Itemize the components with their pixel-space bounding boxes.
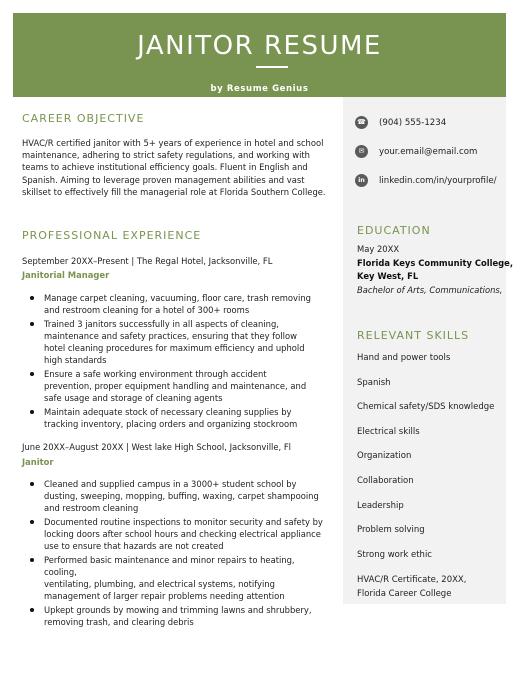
bullet-line: high standards: [44, 355, 107, 365]
objective-line: HVAC/R certified janitor with 5+ years of experience in hotel and school: [22, 138, 324, 148]
skill-item: HVAC/R Certificate, 20XX,: [357, 575, 467, 585]
skill-item: Strong work ethic: [357, 550, 432, 560]
skills-heading: RELEVANT SKILLS: [357, 329, 470, 342]
job-role: Janitor: [22, 457, 54, 467]
objective-line: maintenance, adhering to strict safety regulations, and working with: [22, 150, 310, 161]
job-role: Janitorial Manager: [22, 270, 110, 280]
objective-line: teams to achieve institutional efficiency goals. Fluent in English and: [22, 162, 308, 173]
bullet-line: management of larger repair problems needing attention: [44, 591, 285, 601]
education-block: [357, 243, 513, 297]
bullet-line: Documented routine inspections to monitor security and safety by: [44, 517, 323, 527]
bullet-line: removing trash, and clearing debris: [44, 617, 194, 627]
skill-item: Electrical skills: [357, 427, 420, 437]
contact-linkedin[interactable]: [355, 174, 497, 187]
list-item: [30, 292, 330, 316]
bullet-line: Upkept grounds by mowing and trimming lawns and shrubbery,: [44, 605, 312, 615]
bullet-line: Maintain adequate stock of necessary cleaning supplies by: [44, 407, 292, 417]
skill-item: Chemical safety/SDS knowledge: [357, 402, 495, 412]
school-location: Key West, FL: [357, 271, 419, 281]
school-name: Florida Keys Community College,: [357, 257, 513, 268]
list-item: [30, 554, 330, 602]
list-item: [30, 318, 330, 366]
email-link[interactable]: your.email@email.com: [379, 146, 478, 157]
bullet-line: tracking inventory, placing orders and organizing stockroom: [44, 419, 298, 429]
list-item: [30, 604, 330, 628]
objective-line: Spanish. Aiming to leverage proven management abilities and vast: [22, 174, 305, 185]
skill-item: Organization: [357, 451, 412, 461]
resume-title: JANITOR RESUME: [137, 31, 382, 61]
phone-text: (904) 555-1234: [379, 117, 447, 128]
bullet-line: Trained 3 janitors successfully in all aspects of cleaning,: [44, 319, 279, 329]
bullet-line: safe usage and storage of cleaning agents: [44, 393, 223, 403]
bullet-line: and restroom cleaning for a hotel of 300+ rooms: [44, 305, 250, 315]
bullet-line: use to ensure that hazards are not created: [44, 541, 224, 551]
skill-item: Spanish: [357, 378, 391, 388]
byline: by Resume Genius: [210, 84, 309, 94]
linkedin-link[interactable]: linkedin.com/in/yourprofile/: [379, 175, 497, 186]
title-divider: [256, 66, 288, 68]
phone-icon: ☎: [355, 116, 368, 129]
contact-email[interactable]: [355, 145, 477, 158]
bullet-line: prevention, proper equipment handling and maintenance, and: [44, 381, 307, 391]
skill-item: Florida Career College: [357, 589, 452, 599]
bullet-line: Performed basic maintenance and minor repairs to heating, cooling,: [44, 555, 295, 577]
job-dates-place: September 20XX–Present | The Regal Hotel, Jacksonville, FL: [22, 256, 273, 266]
bullet-line: locking doors after school hours and checking electrical appliance: [44, 529, 321, 539]
education-date: May 20XX: [357, 244, 400, 254]
education-heading: EDUCATION: [357, 224, 431, 237]
bullet-line: Cleaned and supplied campus in a 3000+ student school by: [44, 479, 297, 489]
skill-item: Problem solving: [357, 525, 425, 535]
linkedin-icon: in: [355, 174, 368, 187]
resume-header: [13, 13, 506, 97]
objective-line: skillset to effectively fill the managerial role at Florida Southern College.: [22, 186, 326, 197]
list-item: [30, 516, 330, 552]
bullet-line: dusting, sweeping, mopping, buffing, waxing, carpet shampooing: [44, 491, 319, 501]
career-objective-heading: CAREER OBJECTIVE: [22, 112, 145, 125]
job-dates-place: June 20XX–August 20XX | West lake High School, Jacksonville, Fl: [22, 442, 291, 452]
skill-item: Hand and power tools: [357, 353, 451, 363]
skill-item: Collaboration: [357, 476, 414, 486]
skill-item: Leadership: [357, 501, 404, 511]
job-bullets: [30, 478, 330, 628]
career-objective-text: [22, 137, 337, 198]
bullet-line: maintenance and safety practices, ensuring that they follow: [44, 331, 297, 341]
list-item: [30, 368, 330, 404]
email-icon: ✉: [355, 145, 368, 158]
bullet-line: Manage carpet cleaning, vacuuming, floor care, trash removing: [44, 293, 311, 303]
bullet-line: and restroom cleaning: [44, 503, 139, 513]
degree: Bachelor of Arts, Communications,: [357, 284, 503, 295]
bullet-line: hotel cleaning procedures for maximum efficiency and uphold: [44, 343, 305, 353]
job-bullets: [30, 292, 330, 430]
bullet-line: ventilating, plumbing, and electrical systems, notifying: [44, 579, 275, 589]
contact-phone: [355, 116, 446, 129]
list-item: [30, 406, 330, 430]
list-item: [30, 478, 330, 514]
experience-heading: PROFESSIONAL EXPERIENCE: [22, 229, 202, 242]
bullet-line: Ensure a safe working environment through accident: [44, 369, 267, 379]
